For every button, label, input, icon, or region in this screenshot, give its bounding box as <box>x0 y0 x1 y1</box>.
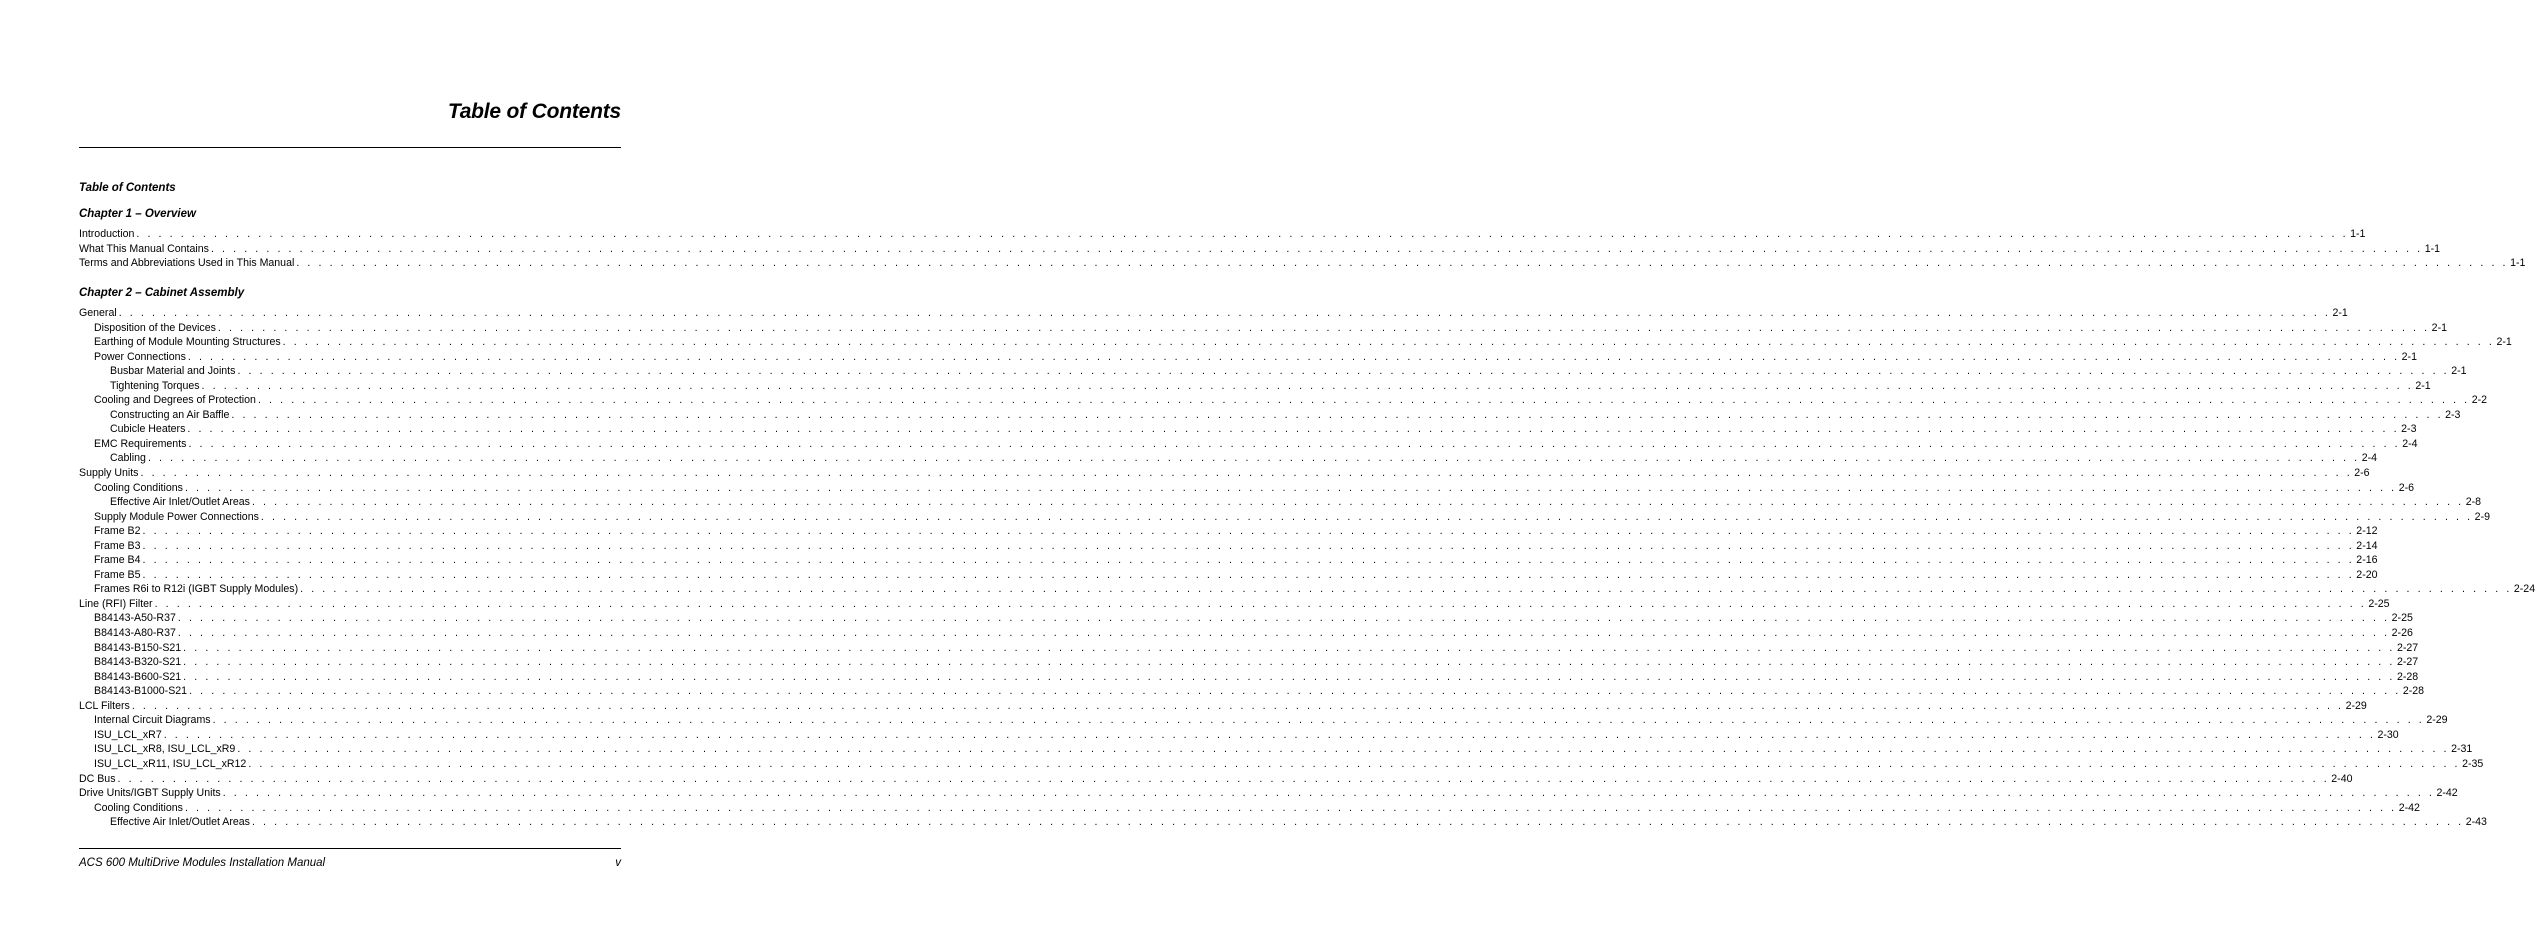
dot-leader: . . . . . . . . . . . . . . . . . . . . . . . . . . . . . . . . . . . . . . . . . . . . . . . . . . . . . . . . . . . . . . . . . . . . . . . . . . . . . . . . . . . . . . . . . . . . . . . . . . . . . . . . . . . . . . . . . . . . . . . . . . . . . . . . . . . . . . . . . . . . . . . . . . . . . . . . . . . . . . . . . . . . . . . . . . . . . . . . . . . . . . . . . . . . . . . . . . . . . . . . <box>231 408 2444 421</box>
toc-entry-label: Frame B5 <box>94 568 141 581</box>
toc-entry[interactable] <box>79 451 2378 466</box>
toc-entry-page: 2-3 <box>2401 423 2417 436</box>
toc-entry-label: General <box>79 307 117 319</box>
footer-page-number: v <box>615 857 621 869</box>
dot-leader: . . . . . . . . . . . . . . . . . . . . . . . . . . . . . . . . . . . . . . . . . . . . . . . . . . . . . . . . . . . . . . . . . . . . . . . . . . . . . . . . . . . . . . . . . . . . . . . . . . . . . . . . . . . . . . . . . . . . . . . . . . . . . . . . . . . . . . . . . . . . . . . . . . . . . . . . . . . . . . . . . . . . . . . . . . . . . . . . . . . . . . . . . . . . . . . . . . . . . . . . <box>136 228 2349 240</box>
toc-entry[interactable] <box>79 242 2441 257</box>
toc-entry-page: 2-31 <box>2451 743 2473 756</box>
toc-entry-page: 2-24 <box>2513 583 2535 596</box>
toc-entry[interactable] <box>79 335 2512 350</box>
dot-leader: . . . . . . . . . . . . . . . . . . . . . . . . . . . . . . . . . . . . . . . . . . . . . . . . . . . . . . . . . . . . . . . . . . . . . . . . . . . . . . . . . . . . . . . . . . . . . . . . . . . . . . . . . . . . . . . . . . . . . . . . . . . . . . . . . . . . . . . . . . . . . . . . . . . . . . . . . . . . . . . . . . . . . . . . . . . . . . . . . . . . . . . . . . . . . . . . . . . . . . . . <box>251 816 2464 829</box>
toc-entry[interactable] <box>79 306 2348 321</box>
toc-entry-label: ISU_LCL_xR8, ISU_LCL_xR9 <box>94 743 236 756</box>
dot-leader: . . . . . . . . . . . . . . . . . . . . . . . . . . . . . . . . . . . . . . . . . . . . . . . . . . . . . . . . . . . . . . . . . . . . . . . . . . . . . . . . . . . . . . . . . . . . . . . . . . . . . . . . . . . . . . . . . . . . . . . . . . . . . . . . . . . . . . . . . . . . . . . . . . . . . . . . . . . . . . . . . . . . . . . . . . . . . . . . . . . . . . . . . . . . . . . . . . . . . . . . <box>222 787 2435 800</box>
chapter-2-title: Chapter 2 – Cabinet Assembly <box>79 287 245 299</box>
toc-entry-page: 2-20 <box>2356 568 2378 581</box>
toc-entry-page: 2-1 <box>2451 365 2467 378</box>
dot-leader: . . . . . . . . . . . . . . . . . . . . . . . . . . . . . . . . . . . . . . . . . . . . . . . . . . . . . . . . . . . . . . . . . . . . . . . . . . . . . . . . . . . . . . . . . . . . . . . . . . . . . . . . . . . . . . . . . . . . . . . . . . . . . . . . . . . . . . . . . . . . . . . . . . . . . . . . . . . . . . . . . . . . . . . . . . . . . . . . . . . . . . . . . . . . . . . . . . . . . . . . <box>184 481 2397 494</box>
toc-entry[interactable] <box>79 393 2488 408</box>
toc-entry-page: 2-28 <box>2402 685 2425 698</box>
dot-leader: . . . . . . . . . . . . . . . . . . . . . . . . . . . . . . . . . . . . . . . . . . . . . . . . . . . . . . . . . . . . . . . . . . . . . . . . . . . . . . . . . . . . . . . . . . . . . . . . . . . . . . . . . . . . . . . . . . . . . . . . . . . . . . . . . . . . . . . . . . . . . . . . . . . . . . . . . . . . . . . . . . . . . . . . . . . . . . . . . . . . . . . . . . . . . . . . . . . . . . . . <box>183 670 2395 683</box>
toc-entry-page: 2-42 <box>2436 787 2458 800</box>
toc-entry[interactable] <box>79 815 2487 830</box>
toc-entry-label: Internal Circuit Diagrams <box>94 714 211 727</box>
dot-leader: . . . . . . . . . . . . . . . . . . . . . . . . . . . . . . . . . . . . . . . . . . . . . . . . . . . . . . . . . . . . . . . . . . . . . . . . . . . . . . . . . . . . . . . . . . . . . . . . . . . . . . . . . . . . . . . . . . . . . . . . . . . . . . . . . . . . . . . . . . . . . . . . . . . . . . . . . . . . . . . . . . . . . . . . . . . . . . . . . . . . . . . . . . . . . . . . . . . . . . . . <box>237 743 2450 756</box>
toc-entry-page: 2-28 <box>2396 670 2419 683</box>
toc-entry[interactable] <box>79 321 2447 336</box>
toc-entry[interactable] <box>79 364 2467 379</box>
toc-entry-label: Effective Air Inlet/Outlet Areas <box>110 496 250 509</box>
toc-entry-page: 2-1 <box>2415 379 2431 392</box>
dot-leader: . . . . . . . . . . . . . . . . . . . . . . . . . . . . . . . . . . . . . . . . . . . . . . . . . . . . . . . . . . . . . . . . . . . . . . . . . . . . . . . . . . . . . . . . . . . . . . . . . . . . . . . . . . . . . . . . . . . . . . . . . . . . . . . . . . . . . . . . . . . . . . . . . . . . . . . . . . . . . . . . . . . . . . . . . . . . . . . . . . . . . . . . . . . . . . . . . . . . . . . . <box>142 525 2355 538</box>
toc-entry[interactable] <box>79 801 2420 816</box>
toc-entry-label: Cooling Conditions <box>94 481 183 494</box>
dot-leader: . . . . . . . . . . . . . . . . . . . . . . . . . . . . . . . . . . . . . . . . . . . . . . . . . . . . . . . . . . . . . . . . . . . . . . . . . . . . . . . . . . . . . . . . . . . . . . . . . . . . . . . . . . . . . . . . . . . . . . . . . . . . . . . . . . . . . . . . . . . . . . . . . . . . . . . . . . . . . . . . . . . . . . . . . . . . . . . . . . . . . . . . . . . . . . . . . . . . . . . . <box>260 510 2473 523</box>
dot-leader: . . . . . . . . . . . . . . . . . . . . . . . . . . . . . . . . . . . . . . . . . . . . . . . . . . . . . . . . . . . . . . . . . . . . . . . . . . . . . . . . . . . . . . . . . . . . . . . . . . . . . . . . . . . . . . . . . . . . . . . . . . . . . . . . . . . . . . . . . . . . . . . . . . . . . . . . . . . . . . . . . . . . . . . . . . . . . . . . . . . . . . . . . . . . . . . . . . . . . . . . <box>118 307 2331 319</box>
toc-entry[interactable] <box>79 227 2366 242</box>
toc-entry-label: ISU_LCL_xR7 <box>94 728 162 741</box>
toc-entry-label: Frames R6i to R12i (IGBT Supply Modules) <box>94 583 299 596</box>
toc-entry-label: B84143-B1000-S21 <box>94 685 188 698</box>
toc-entry[interactable] <box>79 772 2353 787</box>
toc-entry[interactable] <box>79 553 2378 568</box>
toc-entry[interactable] <box>79 524 2378 539</box>
toc-entry[interactable] <box>79 379 2431 394</box>
footer-rule <box>79 848 621 849</box>
dot-leader: . . . . . . . . . . . . . . . . . . . . . . . . . . . . . . . . . . . . . . . . . . . . . . . . . . . . . . . . . . . . . . . . . . . . . . . . . . . . . . . . . . . . . . . . . . . . . . . . . . . . . . . . . . . . . . . . . . . . . . . . . . . . . . . . . . . . . . . . . . . . . . . . . . . . . . . . . . . . . . . . . . . . . . . . . . . . . . . . . . . . . . . . . . . . . . . . . . . . . . . . <box>142 568 2355 581</box>
toc-entry-page: 2-12 <box>2356 525 2378 538</box>
toc-entry-label: EMC Requirements <box>94 437 187 450</box>
toc-entry[interactable] <box>79 786 2458 801</box>
toc-entry-label: Supply Module Power Connections <box>94 510 259 523</box>
toc-entry-page: 1-1 <box>2424 242 2441 255</box>
toc-entry[interactable] <box>79 539 2378 554</box>
toc-entry[interactable] <box>79 437 2418 452</box>
toc-entry-label: Introduction <box>79 228 135 240</box>
dot-leader: . . . . . . . . . . . . . . . . . . . . . . . . . . . . . . . . . . . . . . . . . . . . . . . . . . . . . . . . . . . . . . . . . . . . . . . . . . . . . . . . . . . . . . . . . . . . . . . . . . . . . . . . . . . . . . . . . . . . . . . . . . . . . . . . . . . . . . . . . . . . . . . . . . . . . . . . . . . . . . . . . . . . . . . . . . . . . . . . . . . . . . . . . . . . . . . . . . . . . . . . <box>187 423 2400 436</box>
toc-entry-page: 2-4 <box>2402 437 2418 450</box>
toc-entry-page: 2-43 <box>2465 816 2487 829</box>
toc-entry[interactable] <box>79 597 2390 612</box>
toc-entry-label: Effective Air Inlet/Outlet Areas <box>110 816 250 829</box>
dot-leader: . . . . . . . . . . . . . . . . . . . . . . . . . . . . . . . . . . . . . . . . . . . . . . . . . . . . . . . . . . . . . . . . . . . . . . . . . . . . . . . . . . . . . . . . . . . . . . . . . . . . . . . . . . . . . . . . . . . . . . . . . . . . . . . . . . . . . . . . . . . . . . . . . . . . . . . . . . . . . . . . . . . . . . . . . . . . . . . . . . . . . . . . . . . . . . . . . . . . . . . . <box>117 772 2330 785</box>
toc-entry[interactable] <box>79 256 2526 271</box>
toc-entry-page: 2-1 <box>2496 336 2512 349</box>
dot-leader: . . . . . . . . . . . . . . . . . . . . . . . . . . . . . . . . . . . . . . . . . . . . . . . . . . . . . . . . . . . . . . . . . . . . . . . . . . . . . . . . . . . . . . . . . . . . . . . . . . . . . . . . . . . . . . . . . . . . . . . . . . . . . . . . . . . . . . . . . . . . . . . . . . . . . . . . . . . . . . . . . . . . . . . . . . . . . . . . . . . . . . . . . . . . . . . . . . . . . . . . <box>163 728 2376 741</box>
toc-entry-page: 2-29 <box>2345 699 2367 712</box>
toc-heading: Table of Contents <box>79 182 176 194</box>
toc-entry-label: Supply Units <box>79 467 139 480</box>
dot-leader: . . . . . . . . . . . . . . . . . . . . . . . . . . . . . . . . . . . . . . . . . . . . . . . . . . . . . . . . . . . . . . . . . . . . . . . . . . . . . . . . . . . . . . . . . . . . . . . . . . . . . . . . . . . . . . . . . . . . . . . . . . . . . . . . . . . . . . . . . . . . . . . . . . . . . . . . . . . . . . . . . . . . . . . . . . . . . . . . . . . . . . . . . . . . . . . . . . . . . . . . <box>131 699 2344 712</box>
chapter-1-title: Chapter 1 – Overview <box>79 208 196 220</box>
toc-entry-page: 1-1 <box>2350 228 2366 240</box>
toc-entry[interactable] <box>79 641 2419 656</box>
dot-leader: . . . . . . . . . . . . . . . . . . . . . . . . . . . . . . . . . . . . . . . . . . . . . . . . . . . . . . . . . . . . . . . . . . . . . . . . . . . . . . . . . . . . . . . . . . . . . . . . . . . . . . . . . . . . . . . . . . . . . . . . . . . . . . . . . . . . . . . . . . . . . . . . . . . . . . . . . . . . . . . . . . . . . . . . . . . . . . . . . . . . . . . . . . . . . . . . . . . . . . . . <box>142 554 2355 567</box>
toc-entry[interactable] <box>79 510 2490 525</box>
toc-entry-page: 2-1 <box>2401 350 2417 363</box>
toc-entry-page: 2-29 <box>2426 714 2448 727</box>
dot-leader: . . . . . . . . . . . . . . . . . . . . . . . . . . . . . . . . . . . . . . . . . . . . . . . . . . . . . . . . . . . . . . . . . . . . . . . . . . . . . . . . . . . . . . . . . . . . . . . . . . . . . . . . . . . . . . . . . . . . . . . . . . . . . . . . . . . . . . . . . . . . . . . . . . . . . . . . . . . . . . . . . . . . . . . . . . . . . . . . . . . . . . . . . . . . . . . . . . . . . . . . <box>188 437 2401 450</box>
toc-entry[interactable] <box>79 422 2417 437</box>
toc-entry-page: 2-1 <box>2431 321 2447 334</box>
dot-leader: . . . . . . . . . . . . . . . . . . . . . . . . . . . . . . . . . . . . . . . . . . . . . . . . . . . . . . . . . . . . . . . . . . . . . . . . . . . . . . . . . . . . . . . . . . . . . . . . . . . . . . . . . . . . . . . . . . . . . . . . . . . . . . . . . . . . . . . . . . . . . . . . . . . . . . . . . . . . . . . . . . . . . . . . . . . . . . . . . . . . . . . . . . . . . . . . . . . . . . . . <box>237 365 2450 378</box>
toc-entry[interactable] <box>79 466 2370 481</box>
toc-entry-label: Disposition of the Devices <box>94 321 216 334</box>
dot-leader: . . . . . . . . . . . . . . . . . . . . . . . . . . . . . . . . . . . . . . . . . . . . . . . . . . . . . . . . . . . . . . . . . . . . . . . . . . . . . . . . . . . . . . . . . . . . . . . . . . . . . . . . . . . . . . . . . . . . . . . . . . . . . . . . . . . . . . . . . . . . . . . . . . . . . . . . . . . . . . . . . . . . . . . . . . . . . . . . . . . . . . . . . . . . . . . . . . . . . . . . <box>217 321 2430 334</box>
toc-entry-page: 2-30 <box>2377 728 2399 741</box>
toc-entry[interactable] <box>79 568 2378 583</box>
toc-entry[interactable] <box>79 655 2419 670</box>
page-title: Table of Contents <box>447 100 621 123</box>
toc-entry-label: Cooling Conditions <box>94 801 183 814</box>
dot-leader: . . . . . . . . . . . . . . . . . . . . . . . . . . . . . . . . . . . . . . . . . . . . . . . . . . . . . . . . . . . . . . . . . . . . . . . . . . . . . . . . . . . . . . . . . . . . . . . . . . . . . . . . . . . . . . . . . . . . . . . . . . . . . . . . . . . . . . . . . . . . . . . . . . . . . . . . . . . . . . . . . . . . . . . . . . . . . . . . . . . . . . . . . . . . . . . . . . . . . . . . <box>296 257 2509 270</box>
toc-entry[interactable] <box>79 611 2413 626</box>
dot-leader: . . . . . . . . . . . . . . . . . . . . . . . . . . . . . . . . . . . . . . . . . . . . . . . . . . . . . . . . . . . . . . . . . . . . . . . . . . . . . . . . . . . . . . . . . . . . . . . . . . . . . . . . . . . . . . . . . . . . . . . . . . . . . . . . . . . . . . . . . . . . . . . . . . . . . . . . . . . . . . . . . . . . . . . . . . . . . . . . . . . . . . . . . . . . . . . . . . . . . . . . <box>187 350 2400 363</box>
toc-entry-label: Power Connections <box>94 350 186 363</box>
footer-manual-title: ACS 600 MultiDrive Modules Installation Manual <box>79 857 326 869</box>
toc-entry-page: 2-14 <box>2356 539 2378 552</box>
toc-entry-page: 2-4 <box>2361 452 2378 465</box>
toc-entry[interactable] <box>79 481 2415 496</box>
toc-entry[interactable] <box>79 626 2413 641</box>
toc-entry-page: 2-26 <box>2391 627 2413 640</box>
toc-entry-label: B84143-A50-R37 <box>94 612 176 625</box>
toc-entry-label: B84143-A80-R37 <box>94 627 176 640</box>
dot-leader: . . . . . . . . . . . . . . . . . . . . . . . . . . . . . . . . . . . . . . . . . . . . . . . . . . . . . . . . . . . . . . . . . . . . . . . . . . . . . . . . . . . . . . . . . . . . . . . . . . . . . . . . . . . . . . . . . . . . . . . . . . . . . . . . . . . . . . . . . . . . . . . . . . . . . . . . . . . . . . . . . . . . . . . . . . . . . . . . . . . . . . . . . . . . . . . . . . . . . . . . <box>248 757 2461 770</box>
dot-leader: . . . . . . . . . . . . . . . . . . . . . . . . . . . . . . . . . . . . . . . . . . . . . . . . . . . . . . . . . . . . . . . . . . . . . . . . . . . . . . . . . . . . . . . . . . . . . . . . . . . . . . . . . . . . . . . . . . . . . . . . . . . . . . . . . . . . . . . . . . . . . . . . . . . . . . . . . . . . . . . . . . . . . . . . . . . . . . . . . . . . . . . . . . . . . . . . . . . . . . . . <box>140 467 2353 480</box>
toc-entry-label: Cabling <box>110 452 146 465</box>
toc-entry[interactable] <box>79 350 2417 365</box>
toc-entry-page: 2-1 <box>2332 307 2348 319</box>
toc-entry-label: Busbar Material and Joints <box>110 365 236 378</box>
dot-leader: . . . . . . . . . . . . . . . . . . . . . . . . . . . . . . . . . . . . . . . . . . . . . . . . . . . . . . . . . . . . . . . . . . . . . . . . . . . . . . . . . . . . . . . . . . . . . . . . . . . . . . . . . . . . . . . . . . . . . . . . . . . . . . . . . . . . . . . . . . . . . . . . . . . . . . . . . . . . . . . . . . . . . . . . . . . . . . . . . . . . . . . . . . . . . . . . . . . . . . . . <box>184 801 2397 814</box>
toc-entry-label: Terms and Abbreviations Used in This Manual <box>79 257 295 270</box>
dot-leader: . . . . . . . . . . . . . . . . . . . . . . . . . . . . . . . . . . . . . . . . . . . . . . . . . . . . . . . . . . . . . . . . . . . . . . . . . . . . . . . . . . . . . . . . . . . . . . . . . . . . . . . . . . . . . . . . . . . . . . . . . . . . . . . . . . . . . . . . . . . . . . . . . . . . . . . . . . . . . . . . . . . . . . . . . . . . . . . . . . . . . . . . . . . . . . . . . . . . . . . . <box>177 612 2390 625</box>
dot-leader: . . . . . . . . . . . . . . . . . . . . . . . . . . . . . . . . . . . . . . . . . . . . . . . . . . . . . . . . . . . . . . . . . . . . . . . . . . . . . . . . . . . . . . . . . . . . . . . . . . . . . . . . . . . . . . . . . . . . . . . . . . . . . . . . . . . . . . . . . . . . . . . . . . . . . . . . . . . . . . . . . . . . . . . . . . . . . . . . . . . . . . . . . . . . . . . . . . . . . . . . <box>282 336 2495 349</box>
toc-entry-label: Cooling and Degrees of Protection <box>94 394 256 407</box>
toc-entry-label: Tightening Torques <box>110 379 200 392</box>
dot-leader: . . . . . . . . . . . . . . . . . . . . . . . . . . . . . . . . . . . . . . . . . . . . . . . . . . . . . . . . . . . . . . . . . . . . . . . . . . . . . . . . . . . . . . . . . . . . . . . . . . . . . . . . . . . . . . . . . . . . . . . . . . . . . . . . . . . . . . . . . . . . . . . . . . . . . . . . . . . . . . . . . . . . . . . . . . . . . . . . . . . . . . . . . . . . . . . . . . . . . . . . <box>147 452 2360 465</box>
toc-entry[interactable] <box>79 495 2482 510</box>
toc-entry-page: 2-6 <box>2354 467 2370 480</box>
dot-leader: . . . . . . . . . . . . . . . . . . . . . . . . . . . . . . . . . . . . . . . . . . . . . . . . . . . . . . . . . . . . . . . . . . . . . . . . . . . . . . . . . . . . . . . . . . . . . . . . . . . . . . . . . . . . . . . . . . . . . . . . . . . . . . . . . . . . . . . . . . . . . . . . . . . . . . . . . . . . . . . . . . . . . . . . . . . . . . . . . . . . . . . . . . . . . . . . . . . . . . . . <box>251 496 2464 509</box>
toc-entry-label: Frame B4 <box>94 554 141 567</box>
toc-entry-label: What This Manual Contains <box>79 242 209 255</box>
toc-entry[interactable] <box>79 684 2425 699</box>
chapter-1-entries <box>79 227 2526 271</box>
dot-leader: . . . . . . . . . . . . . . . . . . . . . . . . . . . . . . . . . . . . . . . . . . . . . . . . . . . . . . . . . . . . . . . . . . . . . . . . . . . . . . . . . . . . . . . . . . . . . . . . . . . . . . . . . . . . . . . . . . . . . . . . . . . . . . . . . . . . . . . . . . . . . . . . . . . . . . . . . . . . . . . . . . . . . . . . . . . . . . . . . . . . . . . . . . . . . . . . . . . . . . . . <box>154 597 2367 610</box>
dot-leader: . . . . . . . . . . . . . . . . . . . . . . . . . . . . . . . . . . . . . . . . . . . . . . . . . . . . . . . . . . . . . . . . . . . . . . . . . . . . . . . . . . . . . . . . . . . . . . . . . . . . . . . . . . . . . . . . . . . . . . . . . . . . . . . . . . . . . . . . . . . . . . . . . . . . . . . . . . . . . . . . . . . . . . . . . . . . . . . . . . . . . . . . . . . . . . . . . . . . . . . . <box>183 656 2395 669</box>
toc-entry-page: 2-25 <box>2391 612 2413 625</box>
header-rule <box>79 147 621 148</box>
toc-entry[interactable] <box>79 757 2484 772</box>
dot-leader: . . . . . . . . . . . . . . . . . . . . . . . . . . . . . . . . . . . . . . . . . . . . . . . . . . . . . . . . . . . . . . . . . . . . . . . . . . . . . . . . . . . . . . . . . . . . . . . . . . . . . . . . . . . . . . . . . . . . . . . . . . . . . . . . . . . . . . . . . . . . . . . . . . . . . . . . . . . . . . . . . . . . . . . . . . . . . . . . . . . . . . . . . . . . . . . . . . . . . . . . <box>183 641 2395 654</box>
toc-entry-label: B84143-B320-S21 <box>94 656 182 669</box>
toc-entry-label: Frame B2 <box>94 525 141 538</box>
toc-entry-page: 2-40 <box>2331 772 2353 785</box>
toc-entry-page: 2-42 <box>2398 801 2420 814</box>
toc-entry-page: 2-2 <box>2471 394 2488 407</box>
toc-entry-label: B84143-B150-S21 <box>94 641 182 654</box>
toc-entry[interactable] <box>79 713 2448 728</box>
dot-leader: . . . . . . . . . . . . . . . . . . . . . . . . . . . . . . . . . . . . . . . . . . . . . . . . . . . . . . . . . . . . . . . . . . . . . . . . . . . . . . . . . . . . . . . . . . . . . . . . . . . . . . . . . . . . . . . . . . . . . . . . . . . . . . . . . . . . . . . . . . . . . . . . . . . . . . . . . . . . . . . . . . . . . . . . . . . . . . . . . . . . . . . . . . . . . . . . . . . . . . . . <box>142 539 2355 552</box>
toc-entry-page: 2-8 <box>2465 496 2482 509</box>
toc-entry-label: Drive Units/IGBT Supply Units <box>79 787 221 800</box>
dot-leader: . . . . . . . . . . . . . . . . . . . . . . . . . . . . . . . . . . . . . . . . . . . . . . . . . . . . . . . . . . . . . . . . . . . . . . . . . . . . . . . . . . . . . . . . . . . . . . . . . . . . . . . . . . . . . . . . . . . . . . . . . . . . . . . . . . . . . . . . . . . . . . . . . . . . . . . . . . . . . . . . . . . . . . . . . . . . . . . . . . . . . . . . . . . . . . . . . . . . . . . . <box>257 394 2470 407</box>
toc-entry-label: LCL Filters <box>79 699 130 712</box>
toc-entry[interactable] <box>79 670 2419 685</box>
toc-entry-label: Cubicle Heaters <box>110 423 186 436</box>
toc-entry-label: B84143-B600-S21 <box>94 670 182 683</box>
toc-entry-label: Line (RFI) Filter <box>79 597 153 610</box>
toc-entry-label: ISU_LCL_xR11, ISU_LCL_xR12 <box>94 757 247 770</box>
toc-entry-page: 2-16 <box>2356 554 2378 567</box>
dot-leader: . . . . . . . . . . . . . . . . . . . . . . . . . . . . . . . . . . . . . . . . . . . . . . . . . . . . . . . . . . . . . . . . . . . . . . . . . . . . . . . . . . . . . . . . . . . . . . . . . . . . . . . . . . . . . . . . . . . . . . . . . . . . . . . . . . . . . . . . . . . . . . . . . . . . . . . . . . . . . . . . . . . . . . . . . . . . . . . . . . . . . . . . . . . . . . . . . . . . . . . . <box>177 627 2390 640</box>
toc-entry-label: DC Bus <box>79 772 116 785</box>
toc-entry[interactable] <box>79 742 2473 757</box>
toc-entry-page: 1-1 <box>2510 257 2526 270</box>
chapter-2-entries <box>79 306 2535 830</box>
toc-entry-label: Frame B3 <box>94 539 141 552</box>
dot-leader: . . . . . . . . . . . . . . . . . . . . . . . . . . . . . . . . . . . . . . . . . . . . . . . . . . . . . . . . . . . . . . . . . . . . . . . . . . . . . . . . . . . . . . . . . . . . . . . . . . . . . . . . . . . . . . . . . . . . . . . . . . . . . . . . . . . . . . . . . . . . . . . . . . . . . . . . . . . . . . . . . . . . . . . . . . . . . . . . . . . . . . . . . . . . . . . . . . . . . . . . <box>201 379 2414 392</box>
toc-entry[interactable] <box>79 728 2399 743</box>
dot-leader: . . . . . . . . . . . . . . . . . . . . . . . . . . . . . . . . . . . . . . . . . . . . . . . . . . . . . . . . . . . . . . . . . . . . . . . . . . . . . . . . . . . . . . . . . . . . . . . . . . . . . . . . . . . . . . . . . . . . . . . . . . . . . . . . . . . . . . . . . . . . . . . . . . . . . . . . . . . . . . . . . . . . . . . . . . . . . . . . . . . . . . . . . . . . . . . . . . . . . . . . <box>212 714 2425 727</box>
toc-entry[interactable] <box>79 408 2461 423</box>
toc-entry-page: 2-6 <box>2398 481 2415 494</box>
toc-entry-page: 2-25 <box>2368 597 2390 610</box>
toc-entry-label: Earthing of Module Mounting Structures <box>94 336 281 349</box>
dot-leader: . . . . . . . . . . . . . . . . . . . . . . . . . . . . . . . . . . . . . . . . . . . . . . . . . . . . . . . . . . . . . . . . . . . . . . . . . . . . . . . . . . . . . . . . . . . . . . . . . . . . . . . . . . . . . . . . . . . . . . . . . . . . . . . . . . . . . . . . . . . . . . . . . . . . . . . . . . . . . . . . . . . . . . . . . . . . . . . . . . . . . . . . . . . . . . . . . . . . . . . . <box>300 583 2512 596</box>
toc-entry-page: 2-35 <box>2462 757 2484 770</box>
toc-entry[interactable] <box>79 699 2367 714</box>
toc-entry-page: 2-9 <box>2474 510 2490 523</box>
toc-entry-page: 2-27 <box>2396 641 2419 654</box>
dot-leader: . . . . . . . . . . . . . . . . . . . . . . . . . . . . . . . . . . . . . . . . . . . . . . . . . . . . . . . . . . . . . . . . . . . . . . . . . . . . . . . . . . . . . . . . . . . . . . . . . . . . . . . . . . . . . . . . . . . . . . . . . . . . . . . . . . . . . . . . . . . . . . . . . . . . . . . . . . . . . . . . . . . . . . . . . . . . . . . . . . . . . . . . . . . . . . . . . . . . . . . . <box>189 685 2401 698</box>
toc-entry-page: 2-3 <box>2445 408 2461 421</box>
toc-entry-label: Constructing an Air Baffle <box>110 408 230 421</box>
dot-leader: . . . . . . . . . . . . . . . . . . . . . . . . . . . . . . . . . . . . . . . . . . . . . . . . . . . . . . . . . . . . . . . . . . . . . . . . . . . . . . . . . . . . . . . . . . . . . . . . . . . . . . . . . . . . . . . . . . . . . . . . . . . . . . . . . . . . . . . . . . . . . . . . . . . . . . . . . . . . . . . . . . . . . . . . . . . . . . . . . . . . . . . . . . . . . . . . . . . . . . . . <box>210 242 2423 255</box>
toc-entry[interactable] <box>79 582 2535 597</box>
toc-entry-page: 2-27 <box>2396 656 2419 669</box>
